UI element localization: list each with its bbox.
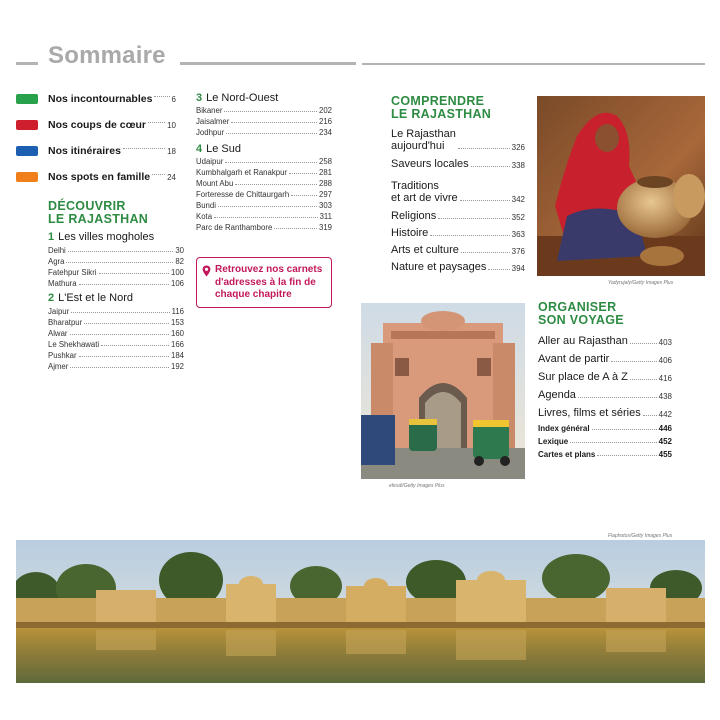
toc-entry-jodhpur[interactable]: Jodhpur 234 [196, 128, 332, 137]
potter-woman-photo [537, 96, 705, 276]
toc-entry-chittaurgarh[interactable]: Forteresse de Chittaurgarh 297 [196, 190, 332, 199]
legend-chip-orange [16, 172, 38, 182]
toc-entry-nature-paysages[interactable]: Nature et paysages 394 [391, 261, 525, 273]
toc-entry-ranthambore[interactable]: Parc de Ranthambore 319 [196, 223, 332, 232]
toc-entry-udaipur[interactable]: Udaipur 258 [196, 157, 332, 166]
legend-chip-green [16, 94, 38, 104]
location-pin-icon [202, 265, 211, 277]
legend-coups-de-coeur[interactable]: Nos coups de cœur 10 [16, 117, 176, 133]
toc-entry-bundi[interactable]: Bundi 303 [196, 201, 332, 210]
toc-entry-agenda[interactable]: Agenda 438 [538, 389, 672, 401]
legend-spots-en-famille[interactable]: Nos spots en famille 24 [16, 169, 176, 185]
toc-entry-saveurs-locales[interactable]: Saveurs locales 338 [391, 158, 525, 170]
toc-entry-index-general[interactable]: Index général 446 [538, 424, 672, 433]
title-rule-left [16, 62, 38, 65]
toc-entry-avant-de-partir[interactable]: Avant de partir 406 [538, 353, 672, 365]
gate-photo-credit: efesdi/Getty Images Plus [389, 483, 445, 489]
toc-entry-bharatpur[interactable]: Bharatpur 153 [48, 318, 184, 327]
index-list [538, 420, 672, 459]
legend-incontournables[interactable]: Nos incontournables 6 [16, 91, 176, 107]
toc-entry-mathura[interactable]: Mathura 106 [48, 279, 184, 288]
legend-chip-red [16, 120, 38, 130]
section-3-list [196, 104, 332, 137]
toc-entry-agra[interactable]: Agra 82 [48, 257, 184, 266]
lake-palace-panorama-photo [16, 540, 705, 683]
toc-entry-alwar[interactable]: Alwar 160 [48, 329, 184, 338]
toc-entry-religions[interactable]: Religions 352 [391, 210, 525, 222]
title-rule-right-2 [362, 63, 705, 65]
toc-entry-rajasthan-aujourdhui[interactable]: Le Rajasthan aujourd'hui 326 [391, 128, 525, 152]
section-4-list [196, 155, 332, 232]
city-gate-photo [361, 303, 525, 479]
panorama-photo-credit: Flaphotos/Getty Images Plus [608, 533, 673, 539]
section-2-title: 2 L'Est et le Nord [48, 292, 133, 304]
section-1-title: 1 Les villes mogholes [48, 231, 155, 243]
callout-text: Retrouvez nos carnets d'adresses à la fin de chaque chapitre [215, 264, 323, 300]
toc-entry-delhi[interactable]: Delhi 30 [48, 246, 184, 255]
legend-itineraires[interactable]: Nos itinéraires 18 [16, 143, 176, 159]
section-4-title: 4 Le Sud [196, 143, 241, 155]
toc-entry-kota[interactable]: Kota 311 [196, 212, 332, 221]
section-1-list [48, 244, 184, 288]
toc-entry-fatehpur-sikri[interactable]: Fatehpur Sikri 100 [48, 268, 184, 277]
comprendre-heading: COMPRENDRE LE RAJASTHAN [391, 94, 492, 121]
comprendre-list [391, 126, 525, 273]
potter-photo-credit: Yadyrujaly/Getty Images Plus [608, 280, 674, 286]
page-title: Sommaire [48, 42, 166, 69]
toc-entry-jaisalmer[interactable]: Jaisalmer 216 [196, 117, 332, 126]
toc-entry-histoire[interactable]: Histoire 363 [391, 227, 525, 239]
section-3-title: 3 Le Nord-Ouest [196, 92, 279, 104]
toc-entry-mount-abu[interactable]: Mount Abu 288 [196, 179, 332, 188]
toc-entry-aller-au-rajasthan[interactable]: Aller au Rajasthan 403 [538, 335, 672, 347]
toc-entry-sur-place[interactable]: Sur place de A à Z 416 [538, 371, 672, 383]
decouvrir-heading: DÉCOUVRIR LE RAJASTHAN [48, 199, 149, 226]
legend-chip-blue [16, 146, 38, 156]
toc-entry-bikaner[interactable]: Bikaner 202 [196, 106, 332, 115]
toc-entry-jaipur[interactable]: Jaipur 116 [48, 307, 184, 316]
organiser-list [538, 332, 672, 419]
toc-entry-kumbhalgarh[interactable]: Kumbhalgarh et Ranakpur 281 [196, 168, 332, 177]
toc-entry-cartes-plans[interactable]: Cartes et plans 455 [538, 450, 672, 459]
toc-entry-shekhawati[interactable]: Le Shekhawati 166 [48, 340, 184, 349]
toc-entry-ajmer[interactable]: Ajmer 192 [48, 362, 184, 371]
address-callout [196, 257, 332, 308]
title-rule-right-1 [180, 62, 356, 65]
toc-entry-livres-films[interactable]: Livres, films et séries 442 [538, 407, 672, 419]
toc-entry-arts-culture[interactable]: Arts et culture 376 [391, 244, 525, 256]
section-2-list [48, 305, 184, 371]
organiser-heading: ORGANISER SON VOYAGE [538, 300, 624, 327]
toc-entry-lexique[interactable]: Lexique 452 [538, 437, 672, 446]
toc-entry-pushkar[interactable]: Pushkar 184 [48, 351, 184, 360]
toc-entry-traditions[interactable]: Traditions et art de vivre 342 [391, 180, 525, 204]
